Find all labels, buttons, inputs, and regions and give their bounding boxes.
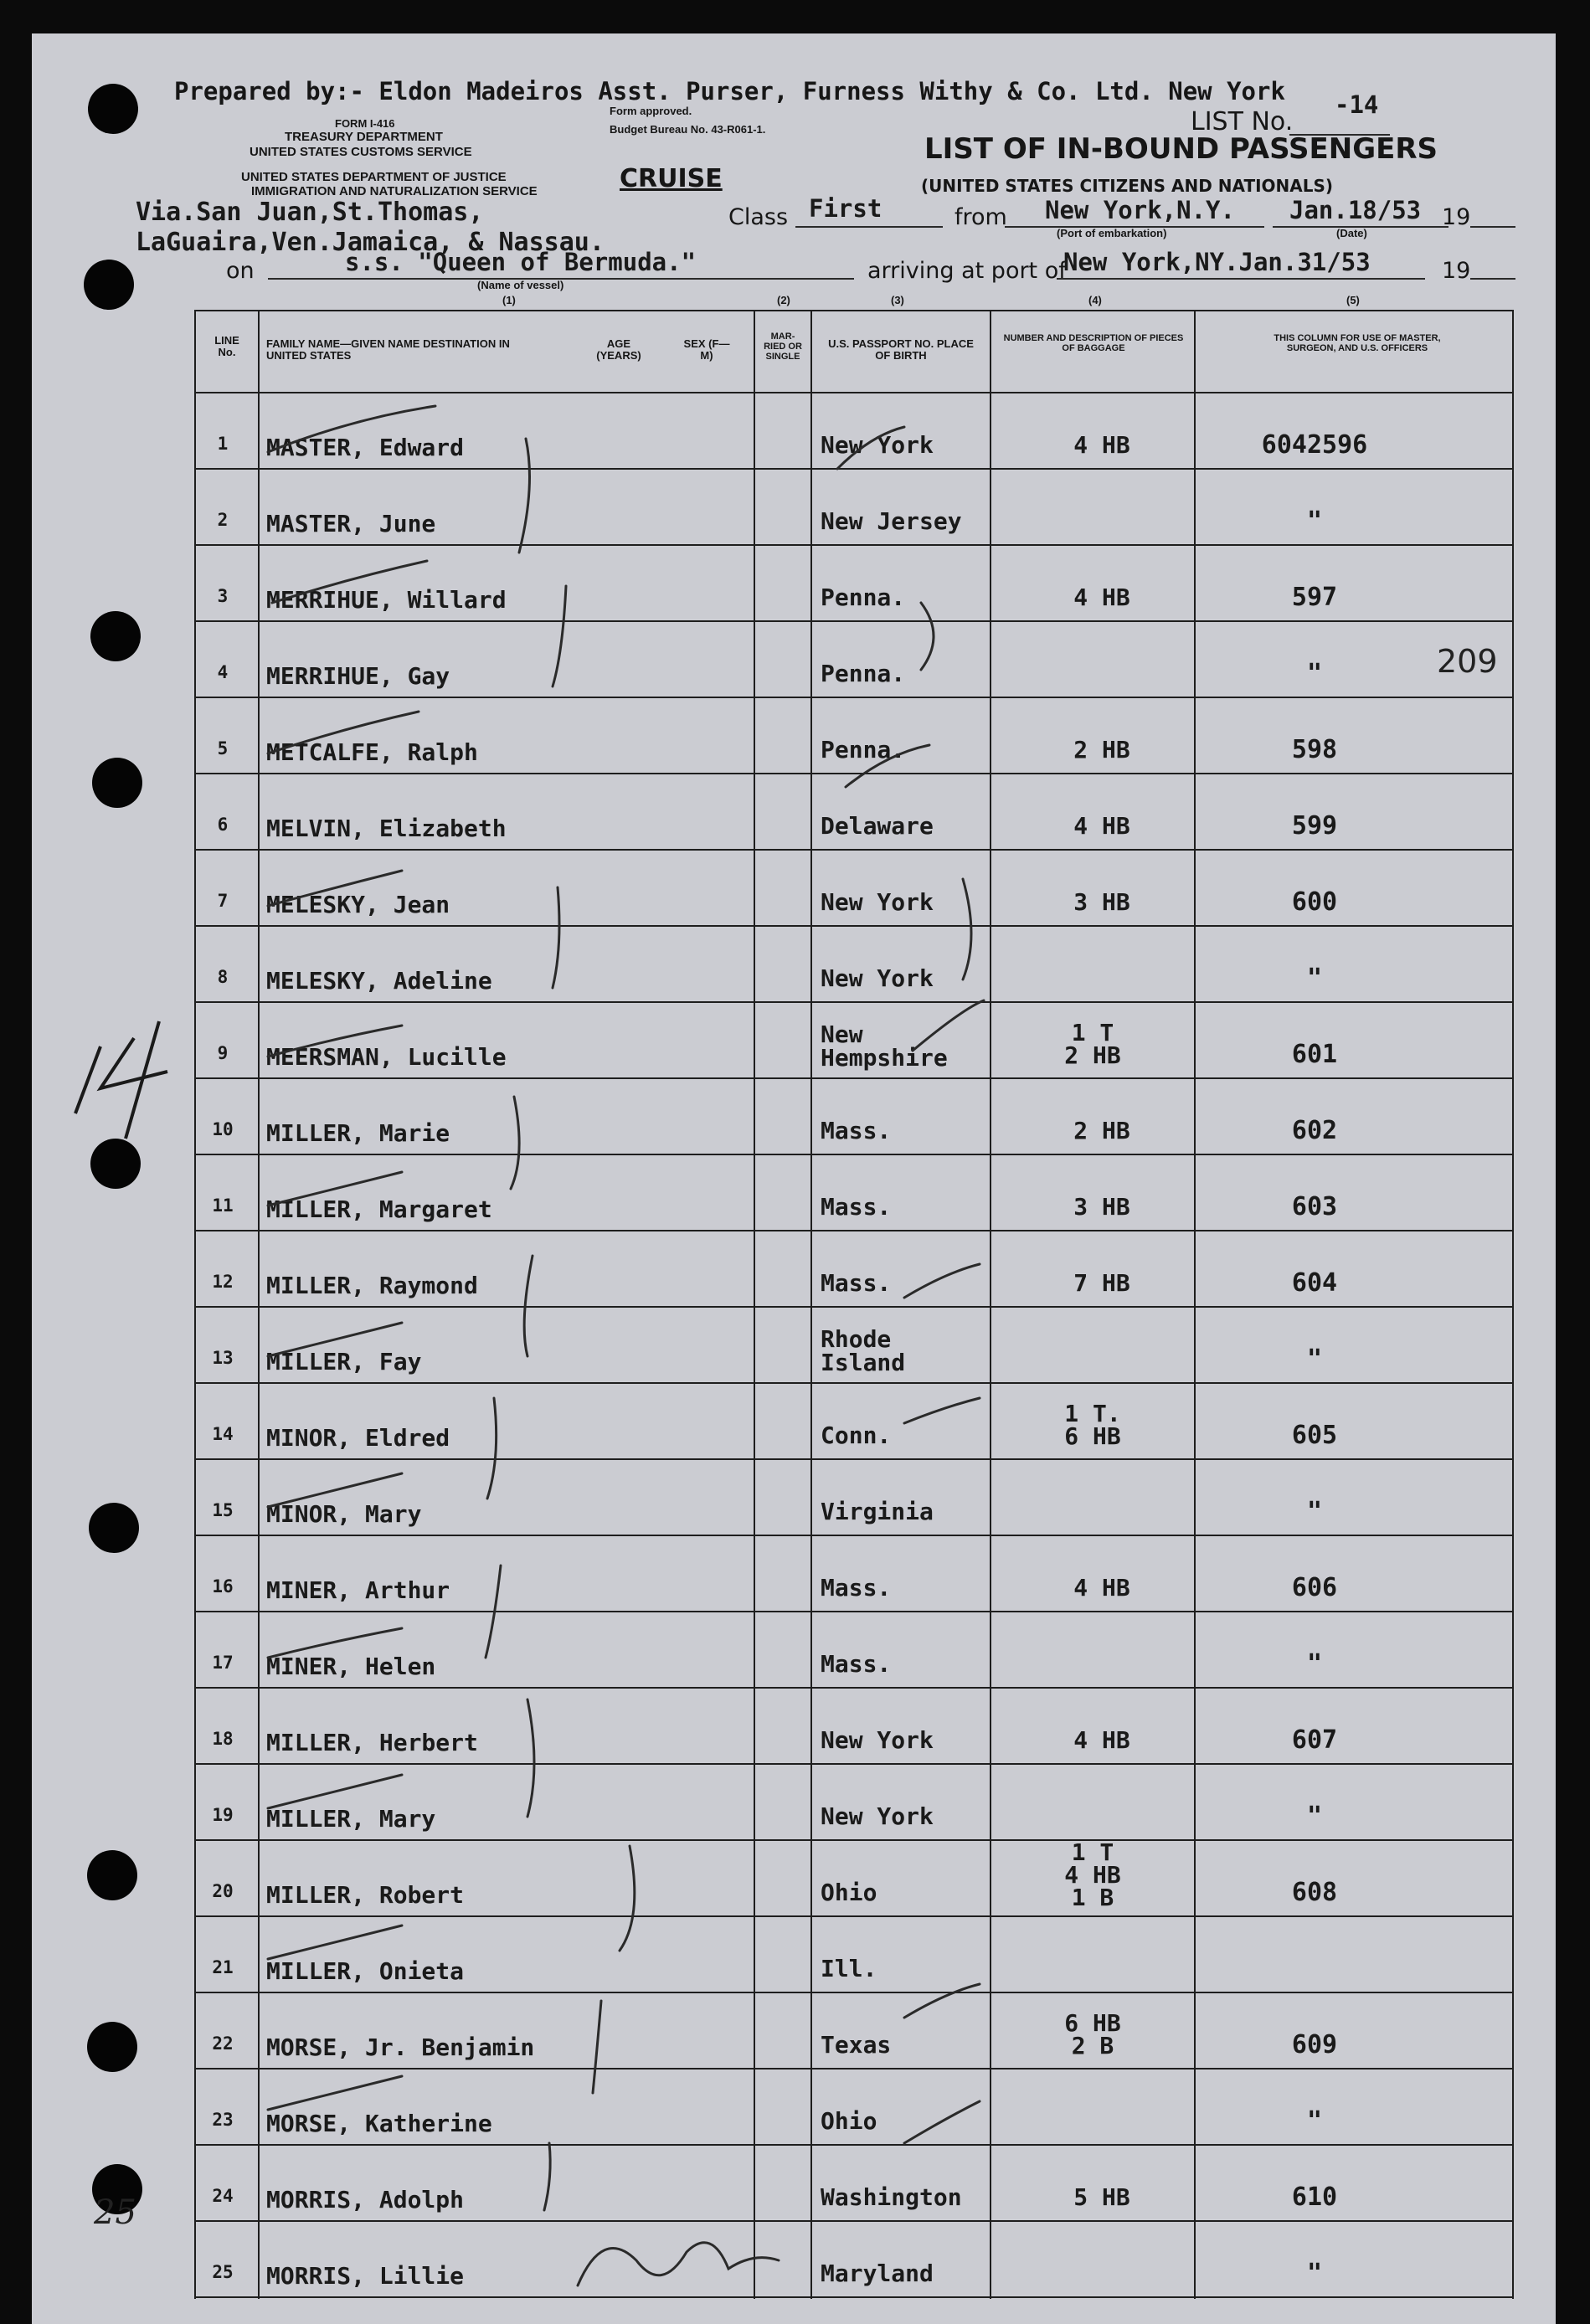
officer-number: 605 — [1291, 1421, 1338, 1450]
table-row — [0, 849, 1590, 925]
punch-hole — [84, 260, 134, 310]
passenger-name: MEERSMAN, Lucille — [266, 1043, 507, 1071]
baggage: 6 HB 2 B — [1064, 2009, 1121, 2059]
budget-bureau: Budget Bureau No. 43-R061-1. — [610, 123, 766, 136]
passenger-name: MINOR, Mary — [266, 1500, 422, 1528]
place-of-birth: Washington — [821, 2183, 962, 2211]
punch-hole — [88, 84, 138, 134]
column-number-2: (2) — [777, 294, 790, 306]
table-row — [0, 620, 1590, 697]
passenger-name: MILLER, Fay — [266, 1348, 422, 1375]
row-divider — [194, 2296, 1512, 2298]
place-of-birth: Mass. — [821, 1193, 892, 1221]
passenger-name: MINER, Arthur — [266, 1576, 450, 1604]
form-approved: Form approved. — [610, 105, 692, 117]
officer-number: 601 — [1291, 1040, 1338, 1069]
officer-number: 604 — [1291, 1268, 1338, 1298]
table-row — [0, 1611, 1590, 1687]
officer-number: " — [1306, 1649, 1323, 1679]
year-underline — [1470, 226, 1515, 228]
table-row — [0, 392, 1590, 468]
list-number: -14 — [1335, 90, 1379, 119]
place-of-birth: Conn. — [821, 1422, 892, 1449]
class-underline — [795, 226, 943, 228]
row-number: 15 — [212, 1500, 234, 1520]
row-number: 10 — [212, 1119, 234, 1139]
place-of-birth: Virginia — [821, 1498, 934, 1525]
baggage: 4 HB — [1073, 584, 1130, 611]
officer-number: 600 — [1291, 887, 1338, 917]
header-passport: U.S. PASSPORT NO. PLACE OF BIRTH — [828, 337, 974, 362]
column-number-4: (4) — [1088, 294, 1102, 306]
passenger-name: MORRIS, Adolph — [266, 2186, 465, 2213]
table-row — [0, 1077, 1590, 1154]
row-number: 6 — [217, 815, 229, 835]
baggage: 1 T 4 HB 1 B — [1064, 1838, 1121, 1911]
baggage: 2 HB — [1073, 1117, 1130, 1144]
vessel-note: (Name of vessel) — [477, 279, 564, 291]
officer-number: 597 — [1291, 583, 1338, 612]
passenger-name: MASTER, June — [266, 510, 436, 537]
port-embark-note: (Port of embarkation) — [1057, 227, 1167, 239]
passenger-name: MILLER, Onieta — [266, 1957, 465, 1985]
baggage: 4 HB — [1073, 1726, 1130, 1754]
table-row — [0, 1306, 1590, 1382]
officer-number: " — [1306, 964, 1323, 993]
table-row — [0, 697, 1590, 773]
side-number: 209 — [1437, 643, 1498, 680]
place-of-birth: New Hempshire — [821, 1021, 948, 1072]
row-number: 5 — [217, 738, 229, 758]
arrival-underline — [1057, 278, 1425, 280]
place-of-birth: Mass. — [821, 1650, 892, 1678]
passenger-name: MILLER, Margaret — [266, 1195, 492, 1223]
list-no-label: LIST No. — [1191, 107, 1294, 136]
row-number: 8 — [217, 967, 229, 987]
table-row — [0, 2144, 1590, 2220]
year-underline-2 — [1470, 278, 1515, 280]
row-number: 20 — [212, 1881, 234, 1901]
place-of-birth: Mass. — [821, 1574, 892, 1602]
officer-number: " — [1306, 2106, 1323, 2136]
place-of-birth: Maryland — [821, 2260, 934, 2287]
officer-number: 602 — [1291, 1116, 1338, 1145]
justice-dept: UNITED STATES DEPARTMENT OF JUSTICE — [241, 170, 507, 184]
row-number: 16 — [212, 1576, 234, 1596]
via-line-1: Via.San Juan,St.Thomas, — [136, 198, 484, 227]
table-row — [0, 2220, 1590, 2296]
year-suffix: 19 — [1442, 204, 1471, 230]
place-of-birth: New York — [821, 888, 934, 916]
table-row — [0, 1839, 1590, 1915]
table-row — [0, 544, 1590, 620]
place-of-birth: Penna. — [821, 584, 906, 611]
on-label: on — [226, 258, 255, 284]
row-number: 18 — [212, 1729, 234, 1749]
class-label: Class — [728, 204, 789, 230]
table-row — [0, 1535, 1590, 1611]
passenger-name: MILLER, Mary — [266, 1805, 436, 1833]
officer-number: 598 — [1291, 735, 1338, 764]
place-of-birth: Delaware — [821, 812, 934, 840]
baggage: 4 HB — [1073, 1574, 1130, 1602]
immigration-service: IMMIGRATION AND NATURALIZATION SERVICE — [251, 184, 538, 198]
passenger-name: METCALFE, Ralph — [266, 738, 478, 766]
table-top-border — [194, 310, 1512, 311]
row-number: 7 — [217, 891, 229, 911]
prepared-by-line: Prepared by:- Eldon Madeiros Asst. Purser, Furness Withy & Co. Ltd. New York — [174, 77, 1285, 105]
officer-number: " — [1306, 1802, 1323, 1831]
table-row — [0, 1382, 1590, 1458]
from-label: from — [955, 204, 1007, 230]
table-row — [0, 773, 1590, 849]
officer-number: " — [1306, 506, 1323, 536]
from-value: New York,N.Y. — [1045, 196, 1235, 224]
table-row — [0, 1230, 1590, 1306]
table-row — [0, 1687, 1590, 1763]
baggage: 3 HB — [1073, 1193, 1130, 1221]
officer-number: 599 — [1291, 811, 1338, 841]
baggage: 7 HB — [1073, 1269, 1130, 1297]
via-line-2: LaGuaira,Ven.Jamaica, & Nassau. — [136, 228, 605, 257]
header-officers: THIS COLUMN FOR USE OF MASTER, SURGEON, AND U.S. OFFICERS — [1274, 333, 1441, 353]
officer-number: 6042596 — [1261, 430, 1368, 460]
officer-number: " — [1306, 2259, 1323, 2288]
passenger-name: MASTER, Edward — [266, 434, 465, 461]
row-number: 12 — [212, 1272, 234, 1292]
date-note: (Date) — [1336, 227, 1367, 239]
table-row — [0, 1915, 1590, 1992]
document-title: LIST OF IN-BOUND PASSENGERS — [924, 132, 1438, 166]
place-of-birth: Mass. — [821, 1117, 892, 1144]
row-number: 2 — [217, 510, 229, 530]
place-of-birth: Ohio — [821, 2107, 877, 2135]
document-subtitle: (UNITED STATES CITIZENS AND NATIONALS) — [921, 176, 1334, 196]
table-row — [0, 925, 1590, 1001]
row-number: 4 — [217, 662, 229, 682]
officer-number: " — [1306, 1345, 1323, 1374]
year-suffix-2: 19 — [1442, 258, 1471, 284]
baggage: 1 T 2 HB — [1064, 1019, 1121, 1069]
officer-number: 606 — [1291, 1573, 1338, 1602]
row-number: 23 — [212, 2110, 234, 2130]
place-of-birth: Penna. — [821, 736, 906, 764]
table-row — [0, 1458, 1590, 1535]
officer-number: 609 — [1291, 2030, 1338, 2059]
header-married: MAR-RIED OR SINGLE — [764, 332, 802, 362]
officer-number: " — [1306, 659, 1323, 688]
place-of-birth: New York — [821, 1726, 934, 1754]
passenger-name: MORRIS, Lillie — [266, 2262, 465, 2290]
row-number: 24 — [212, 2186, 234, 2206]
passenger-name: MERRIHUE, Gay — [266, 662, 450, 690]
column-number-3: (3) — [891, 294, 904, 306]
passenger-name: MORSE, Katherine — [266, 2110, 492, 2137]
place-of-birth: New York — [821, 431, 934, 459]
header-age: AGE (YEARS) — [596, 337, 641, 362]
row-number: 25 — [212, 2262, 234, 2282]
officer-number: 608 — [1291, 1878, 1338, 1907]
arriving-label: arriving at port of — [867, 258, 1067, 284]
header-baggage: NUMBER AND DESCRIPTION OF PIECES OF BAGGAGE — [1003, 333, 1184, 353]
place-of-birth: Penna. — [821, 660, 906, 687]
row-number: 21 — [212, 1957, 234, 1977]
table-row — [0, 1763, 1590, 1839]
baggage: 3 HB — [1073, 888, 1130, 916]
row-number: 3 — [217, 586, 229, 606]
customs-service: UNITED STATES CUSTOMS SERVICE — [250, 145, 472, 159]
officer-number: 603 — [1291, 1192, 1338, 1221]
place-of-birth: New York — [821, 1802, 934, 1830]
row-number: 22 — [212, 2034, 234, 2054]
baggage: 2 HB — [1073, 736, 1130, 764]
passenger-name: MILLER, Marie — [266, 1119, 450, 1147]
place-of-birth: Texas — [821, 2031, 892, 2059]
column-number-1: (1) — [502, 294, 516, 306]
class-value: First — [809, 194, 882, 223]
row-number: 9 — [217, 1043, 229, 1063]
departure-date: Jan.18/53 — [1289, 196, 1422, 224]
place-of-birth: Rhode Island — [821, 1325, 906, 1376]
row-number: 14 — [212, 1424, 234, 1444]
cruise-label: CRUISE — [620, 164, 723, 193]
passenger-name: MINOR, Eldred — [266, 1424, 450, 1452]
place-of-birth: New Jersey — [821, 507, 962, 535]
row-number: 11 — [212, 1195, 234, 1216]
bottom-margin-number: 25 — [94, 2193, 136, 2232]
place-of-birth: New York — [821, 964, 934, 992]
table-row — [0, 1992, 1590, 2068]
passenger-name: MELESKY, Jean — [266, 891, 450, 918]
row-number: 17 — [212, 1653, 234, 1673]
officer-number: " — [1306, 1497, 1323, 1526]
row-number: 19 — [212, 1805, 234, 1825]
passenger-name: MELESKY, Adeline — [266, 967, 492, 995]
baggage: 4 HB — [1073, 431, 1130, 459]
passenger-name: MILLER, Herbert — [266, 1729, 478, 1756]
passenger-name: MINER, Helen — [266, 1653, 436, 1680]
form-number: FORM I-416 — [335, 117, 395, 130]
row-number: 1 — [217, 434, 229, 454]
place-of-birth: Mass. — [821, 1269, 892, 1297]
place-of-birth: Ill. — [821, 1955, 877, 1982]
row-number: 13 — [212, 1348, 234, 1368]
table-row — [0, 2068, 1590, 2144]
table-row — [0, 468, 1590, 544]
treasury-dept: TREASURY DEPARTMENT — [285, 130, 443, 144]
column-number-5: (5) — [1346, 294, 1360, 306]
officer-number: 607 — [1291, 1725, 1338, 1755]
passenger-name: MILLER, Raymond — [266, 1272, 478, 1299]
header-line-no: LINE No. — [214, 334, 239, 358]
place-of-birth: Ohio — [821, 1879, 877, 1906]
table-row — [0, 1154, 1590, 1230]
passenger-name: MERRIHUE, Willard — [266, 586, 507, 614]
vessel-name: s.s. "Queen of Bermuda." — [345, 248, 697, 276]
baggage: 4 HB — [1073, 812, 1130, 840]
baggage: 5 HB — [1073, 2183, 1130, 2211]
baggage: 1 T. 6 HB — [1064, 1400, 1121, 1450]
passenger-name: MELVIN, Elizabeth — [266, 815, 507, 842]
header-sex: SEX (F—M) — [683, 337, 730, 362]
table-row — [0, 1001, 1590, 1077]
passenger-name: MORSE, Jr. Benjamin — [266, 2034, 535, 2061]
passenger-name: MILLER, Robert — [266, 1881, 465, 1909]
officer-number: 610 — [1291, 2183, 1338, 2212]
header-name: FAMILY NAME—GIVEN NAME DESTINATION IN UNITED STATES — [266, 337, 510, 362]
arrival-port-date: New York,NY.Jan.31/53 — [1063, 248, 1371, 276]
